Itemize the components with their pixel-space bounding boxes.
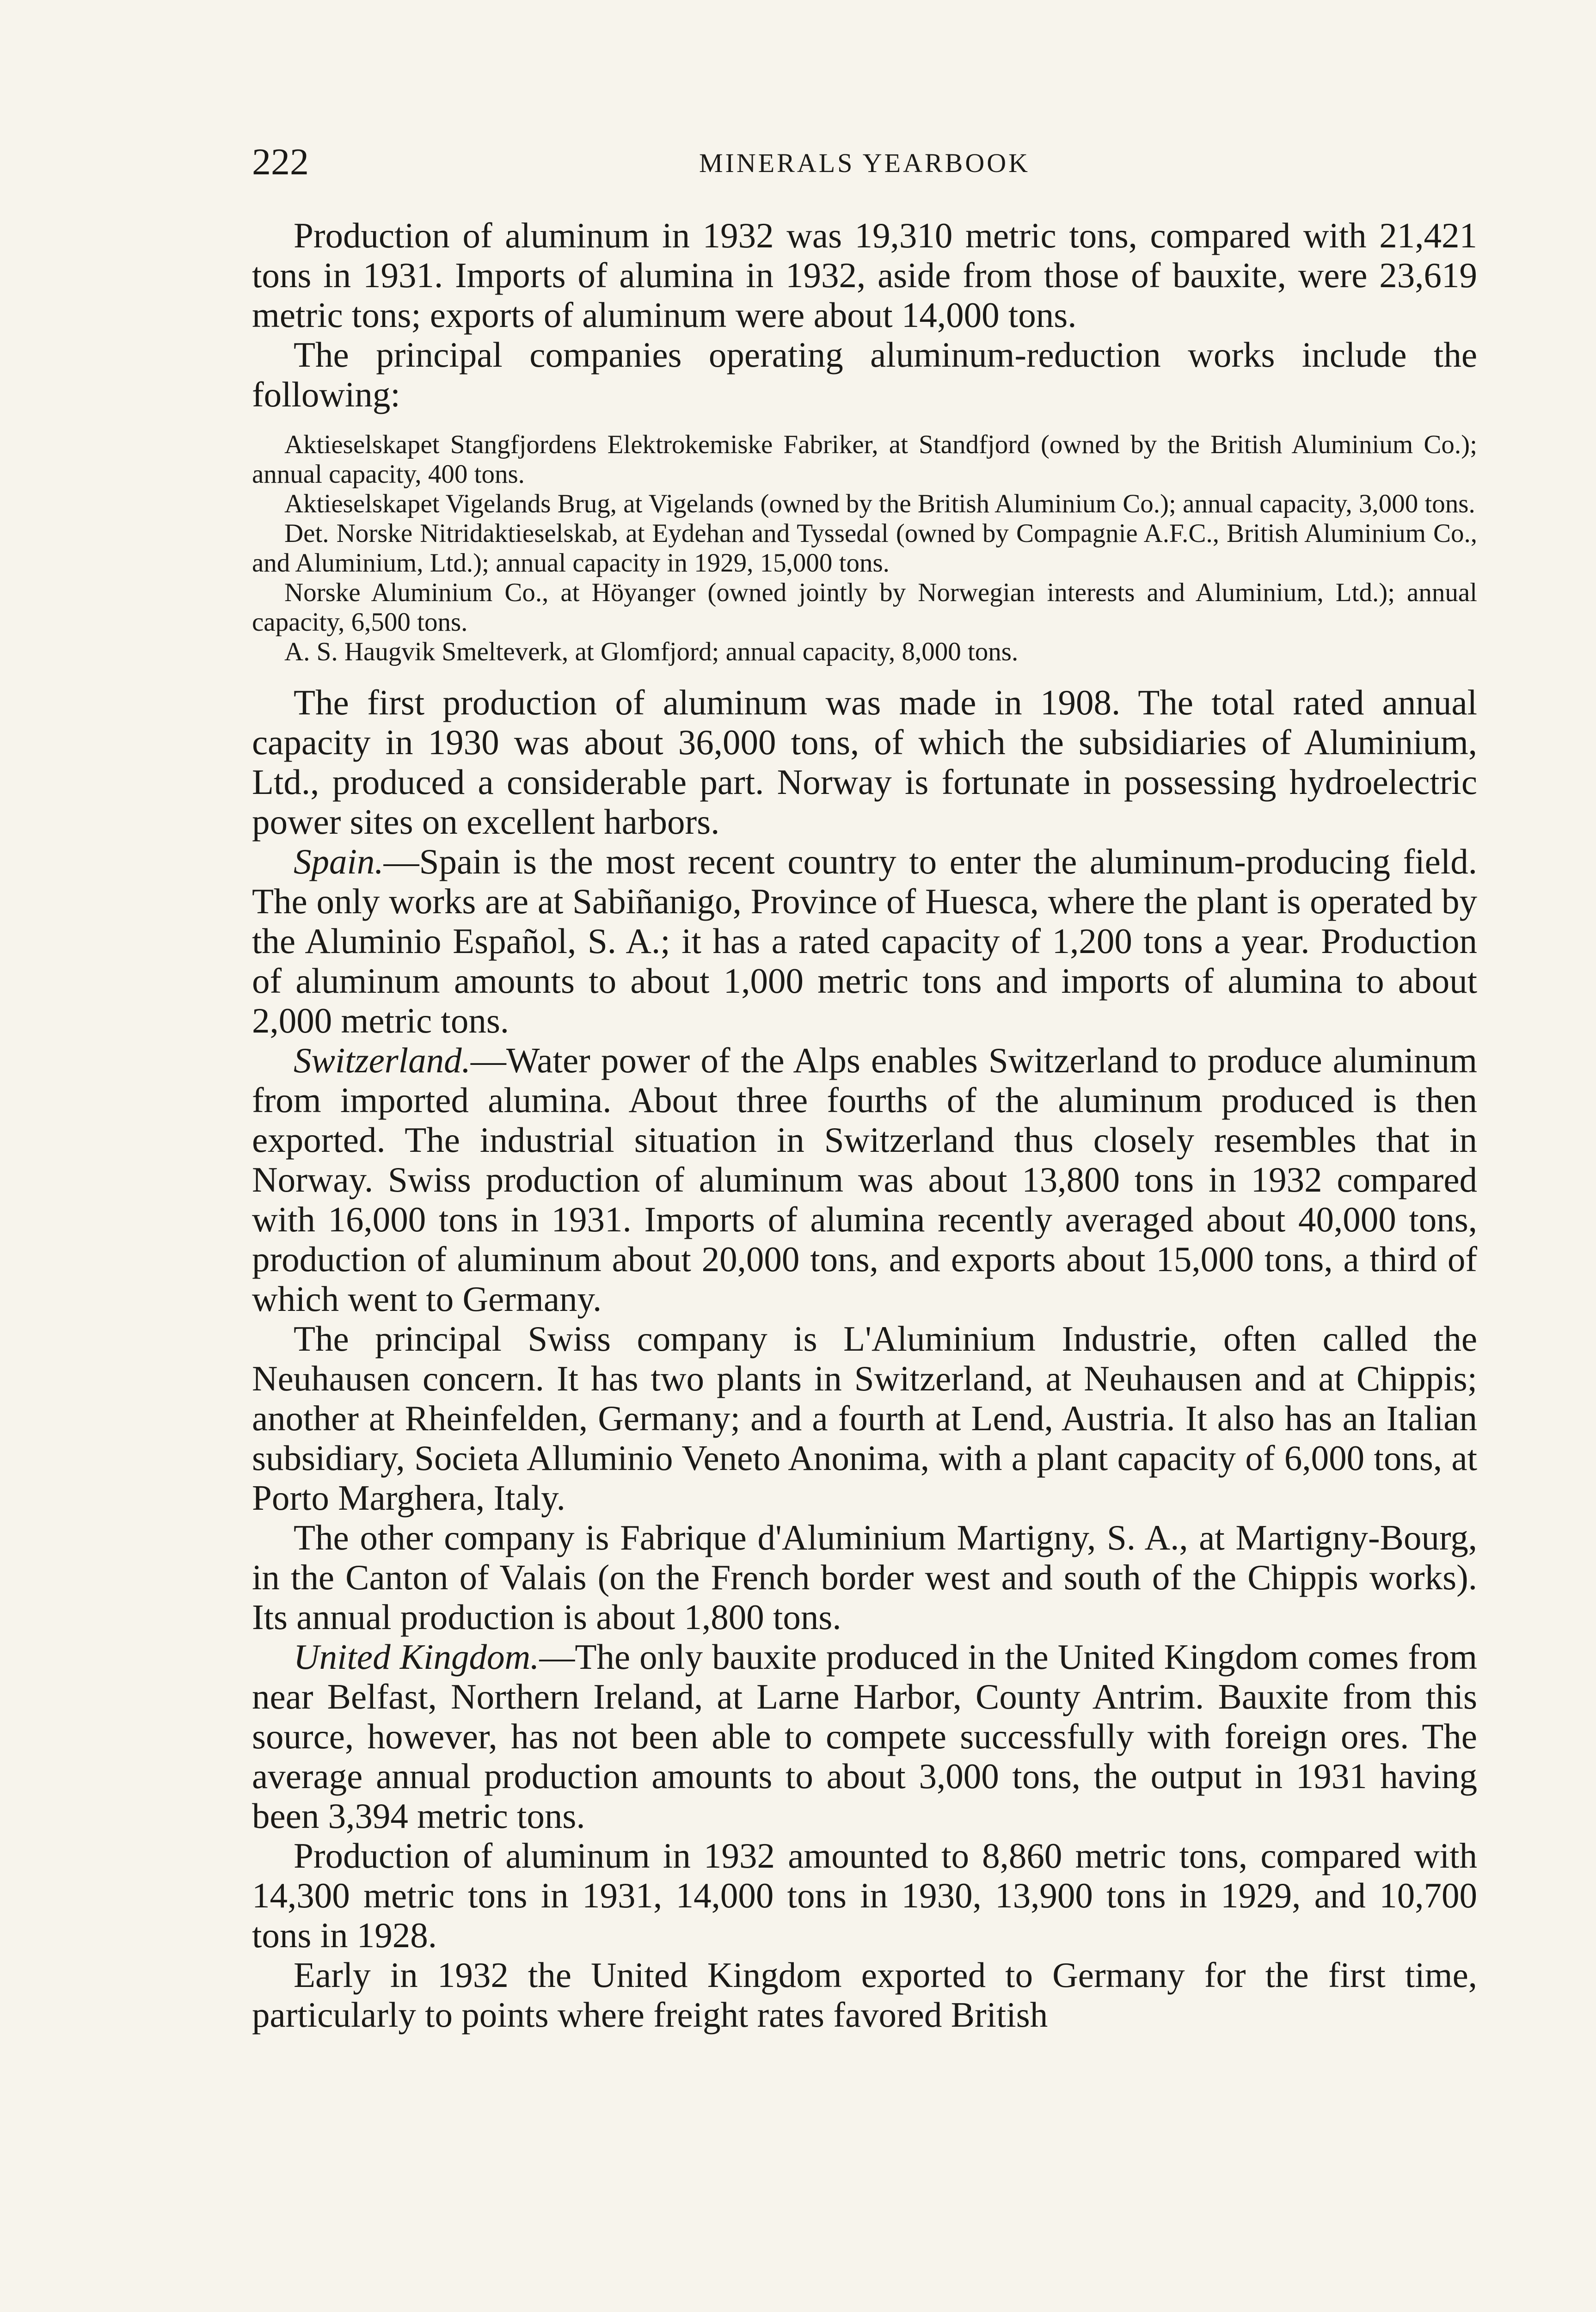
paragraph-swiss-company: The principal Swiss company is L'Aluminium Industrie, often called the Neuhausen concern. It has two plants in Switzerland, at Neuhausen and at Chippis; another at Rheinfelden, Germany; and a fourth at Lend, Austria. It also has an Italian subsidiary, Societa Alluminio Veneto Anonima, with a plant capacity of 6,000 tons, at Porto Marghera, Italy. (252, 1319, 1477, 1518)
spain-text: —Spain is the most recent country to enter the aluminum-producing field. The only works are at Sabiñanigo, Province of Huesca, where the plant is operated by the Aluminio Español, S. A.; it has a rated capacity of 1,200 tons a year. Production of aluminum amounts to about 1,000 metric tons and imports of alumina to about 2,000 metric tons. (252, 842, 1477, 1040)
company-item: A. S. Haugvik Smelteverk, at Glomfjord; annual capacity, 8,000 tons. (284, 637, 1019, 666)
paragraph-uk-production: Production of aluminum in 1932 amounted to 8,860 metric tons, compared with 14,300 metric tons in 1931, 14,000 tons in 1930, 13,900 tons in 1929, and 10,700 tons in 1928. (252, 1836, 1477, 1955)
company-item: Norske Aluminium Co., at Höyanger (owned jointly by Norwegian interests and Aluminium, Ltd.); annual capacity, 6,500 tons. (252, 578, 1477, 637)
paragraph-uk-exports: Early in 1932 the United Kingdom exported to Germany for the first time, particularly to points where freight rates favored British (252, 1955, 1477, 2035)
company-item: Aktieselskapet Stangfjordens Elektrokemiske Fabriker, at Standfjord (owned by the British Aluminium Co.); annual capacity, 400 tons. (252, 430, 1477, 489)
company-item: Det. Norske Nitridaktieselskab, at Eydehan and Tyssedal (owned by Compagnie A.F.C., British Aluminium Co., and Aluminium, Ltd.); annual capacity in 1929, 15,000 tons. (252, 519, 1477, 578)
switzerland-text: —Water power of the Alps enables Switzerland to produce aluminum from imported alumina. About three fourths of the aluminum produced is then exported. The industrial situation in Switzerland thus closely resembles that in Norway. Swiss production of aluminum was about 13,800 tons in 1932 compared with 16,000 tons in 1931. Imports of alumina recently averaged about 40,000 tons, production of aluminum about 20,000 tons, and exports about 15,000 tons, a third of which went to Germany. (252, 1040, 1477, 1319)
section-heading-switzerland: Switzerland. (294, 1040, 471, 1080)
paragraph-principal-companies: The principal companies operating aluminum-reduction works include the following: (252, 335, 1477, 414)
running-head: MINERALS YEARBOOK (699, 148, 1031, 178)
section-heading-spain: Spain. (294, 842, 384, 881)
paragraph-spain (252, 842, 1477, 1040)
company-item: Aktieselskapet Vigelands Brug, at Vigelands (owned by the British Aluminium Co.); annual capacity, 3,000 tons. (284, 489, 1475, 518)
paragraph-norway-first-production: The first production of aluminum was made in 1908. The total rated annual capacity in 1930 was about 36,000 tons, of which the subsidiaries of Aluminium, Ltd., produced a considerable part. Norway is fortunate in possessing hydroelectric power sites on excellent harbors. (252, 683, 1477, 842)
paragraph-production-norway: Production of aluminum in 1932 was 19,310 metric tons, compared with 21,421 tons in 1931. Imports of alumina in 1932, aside from those of bauxite, were 23,619 metric tons; exports of aluminum were about 14,000 tons. (252, 215, 1477, 335)
paragraph-other-swiss-company: The other company is Fabrique d'Aluminium Martigny, S. A., at Martigny-Bourg, in the Canton of Valais (on the French border west and south of the Chippis works). Its annual production is about 1,800 tons. (252, 1518, 1477, 1637)
document-page (252, 139, 1477, 2312)
paragraph-united-kingdom (252, 1637, 1477, 1836)
united-kingdom-text: —The only bauxite produced in the United Kingdom comes from near Belfast, Northern Ireland, at Larne Harbor, County Antrim. Bauxite from this source, however, has not been able to compete successfully with foreign ores. The average annual production amounts to about 3,000 tons, the output in 1931 having been 3,394 metric tons. (252, 1637, 1477, 1836)
paragraph-switzerland (252, 1040, 1477, 1319)
company-list (252, 430, 1477, 667)
page-number: 222 (252, 141, 309, 183)
section-heading-united-kingdom: United Kingdom. (294, 1637, 540, 1677)
page-header (252, 139, 1477, 190)
